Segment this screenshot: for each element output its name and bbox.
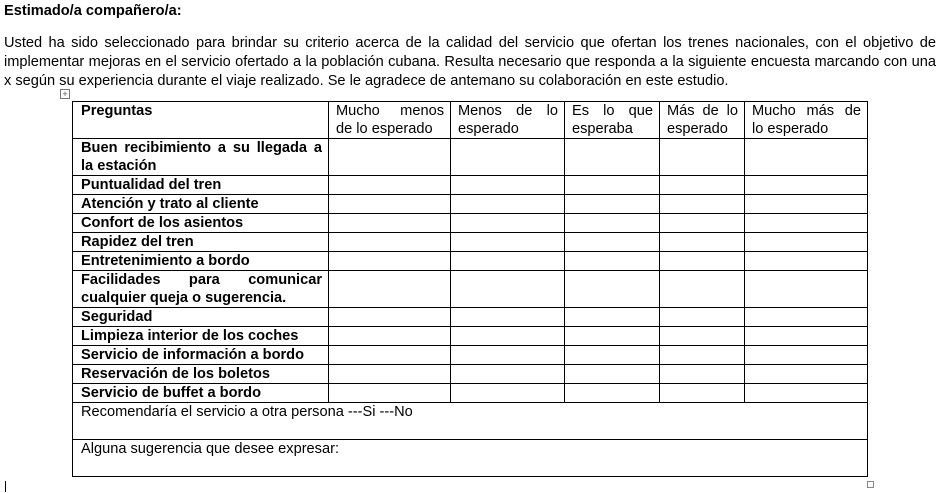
table-resize-handle-icon[interactable] [867,481,874,488]
answer-cell[interactable] [660,384,745,403]
answer-cell[interactable] [565,308,660,327]
question-label: Servicio de información a bordo [73,346,329,365]
table-row [73,139,868,176]
answer-cell[interactable] [660,233,745,252]
questions-header: Preguntas [73,102,329,139]
question-label: Rapidez del tren [73,233,329,252]
table-row [73,271,868,308]
option-header: Mucho más de lo esperado [745,102,868,139]
answer-cell[interactable] [660,346,745,365]
table-move-handle-icon[interactable]: + [60,89,70,99]
answer-cell[interactable] [565,233,660,252]
question-label: Buen recibimiento a su llegada a la estación [73,139,329,176]
answer-cell[interactable] [329,271,451,308]
greeting-heading: Estimado/a compañero/a: [4,3,182,19]
answer-cell[interactable] [451,252,565,271]
recommend-row [73,403,868,440]
table-row [73,176,868,195]
text-cursor [5,481,6,492]
answer-cell[interactable] [745,271,868,308]
question-label: Servicio de buffet a bordo [73,384,329,403]
question-label: Puntualidad del tren [73,176,329,195]
answer-cell[interactable] [565,139,660,176]
answer-cell[interactable] [451,346,565,365]
answer-cell[interactable] [565,271,660,308]
answer-cell[interactable] [745,384,868,403]
answer-cell[interactable] [565,252,660,271]
answer-cell[interactable] [745,233,868,252]
question-label: Confort de los asientos [73,214,329,233]
answer-cell[interactable] [329,346,451,365]
suggestion-row [73,440,868,477]
answer-cell[interactable] [451,195,565,214]
answer-cell[interactable] [745,308,868,327]
recommend-question[interactable]: Recomendaría el servicio a otra persona ---Si ---No [73,403,868,440]
answer-cell[interactable] [565,384,660,403]
answer-cell[interactable] [660,252,745,271]
question-label: Facilidades para comunicar cualquier queja o sugerencia. [73,271,329,308]
answer-cell[interactable] [329,384,451,403]
answer-cell[interactable] [745,176,868,195]
intro-paragraph: Usted ha sido seleccionado para brindar su criterio acerca de la calidad del servicio que ofertan los trenes nacionales, con el objetivo de implementar mejoras en el servicio ofertado a la población cubana. Resulta necesario que responda a la siguiente encuesta marcando con una x según su experiencia durante el viaje realizado. Se le agradece de antemano su colaboración en este estudio. [4,35,936,89]
answer-cell[interactable] [745,365,868,384]
table-row [73,233,868,252]
answer-cell[interactable] [329,214,451,233]
table-header-row [73,102,868,139]
answer-cell[interactable] [329,176,451,195]
answer-cell[interactable] [451,365,565,384]
answer-cell[interactable] [329,308,451,327]
question-label: Limpieza interior de los coches [73,327,329,346]
answer-cell[interactable] [660,139,745,176]
table-row [73,365,868,384]
answer-cell[interactable] [565,195,660,214]
answer-cell[interactable] [660,365,745,384]
answer-cell[interactable] [451,139,565,176]
table-row [73,327,868,346]
question-label: Entretenimiento a bordo [73,252,329,271]
survey-table [72,101,868,477]
question-label: Atención y trato al cliente [73,195,329,214]
answer-cell[interactable] [565,365,660,384]
table-row [73,346,868,365]
answer-cell[interactable] [745,195,868,214]
answer-cell[interactable] [745,139,868,176]
table-row [73,384,868,403]
question-label: Reservación de los boletos [73,365,329,384]
answer-cell[interactable] [451,214,565,233]
answer-cell[interactable] [451,327,565,346]
answer-cell[interactable] [660,195,745,214]
answer-cell[interactable] [451,233,565,252]
table-row [73,252,868,271]
answer-cell[interactable] [745,327,868,346]
answer-cell[interactable] [451,271,565,308]
answer-cell[interactable] [565,346,660,365]
option-header: Menos de lo esperado [451,102,565,139]
answer-cell[interactable] [565,214,660,233]
answer-cell[interactable] [329,327,451,346]
answer-cell[interactable] [660,327,745,346]
question-label: Seguridad [73,308,329,327]
answer-cell[interactable] [329,139,451,176]
answer-cell[interactable] [660,176,745,195]
answer-cell[interactable] [660,271,745,308]
answer-cell[interactable] [329,252,451,271]
table-row [73,195,868,214]
table-row [73,308,868,327]
answer-cell[interactable] [660,214,745,233]
option-header: Es lo que esperaba [565,102,660,139]
answer-cell[interactable] [745,214,868,233]
answer-cell[interactable] [329,195,451,214]
answer-cell[interactable] [451,308,565,327]
answer-cell[interactable] [329,365,451,384]
answer-cell[interactable] [745,346,868,365]
answer-cell[interactable] [745,252,868,271]
option-header: Mucho menos de lo esperado [329,102,451,139]
suggestion-field[interactable]: Alguna sugerencia que desee expresar: [73,440,868,477]
answer-cell[interactable] [451,384,565,403]
answer-cell[interactable] [565,327,660,346]
answer-cell[interactable] [451,176,565,195]
answer-cell[interactable] [660,308,745,327]
option-header: Más de lo esperado [660,102,745,139]
answer-cell[interactable] [329,233,451,252]
answer-cell[interactable] [565,176,660,195]
table-row [73,214,868,233]
